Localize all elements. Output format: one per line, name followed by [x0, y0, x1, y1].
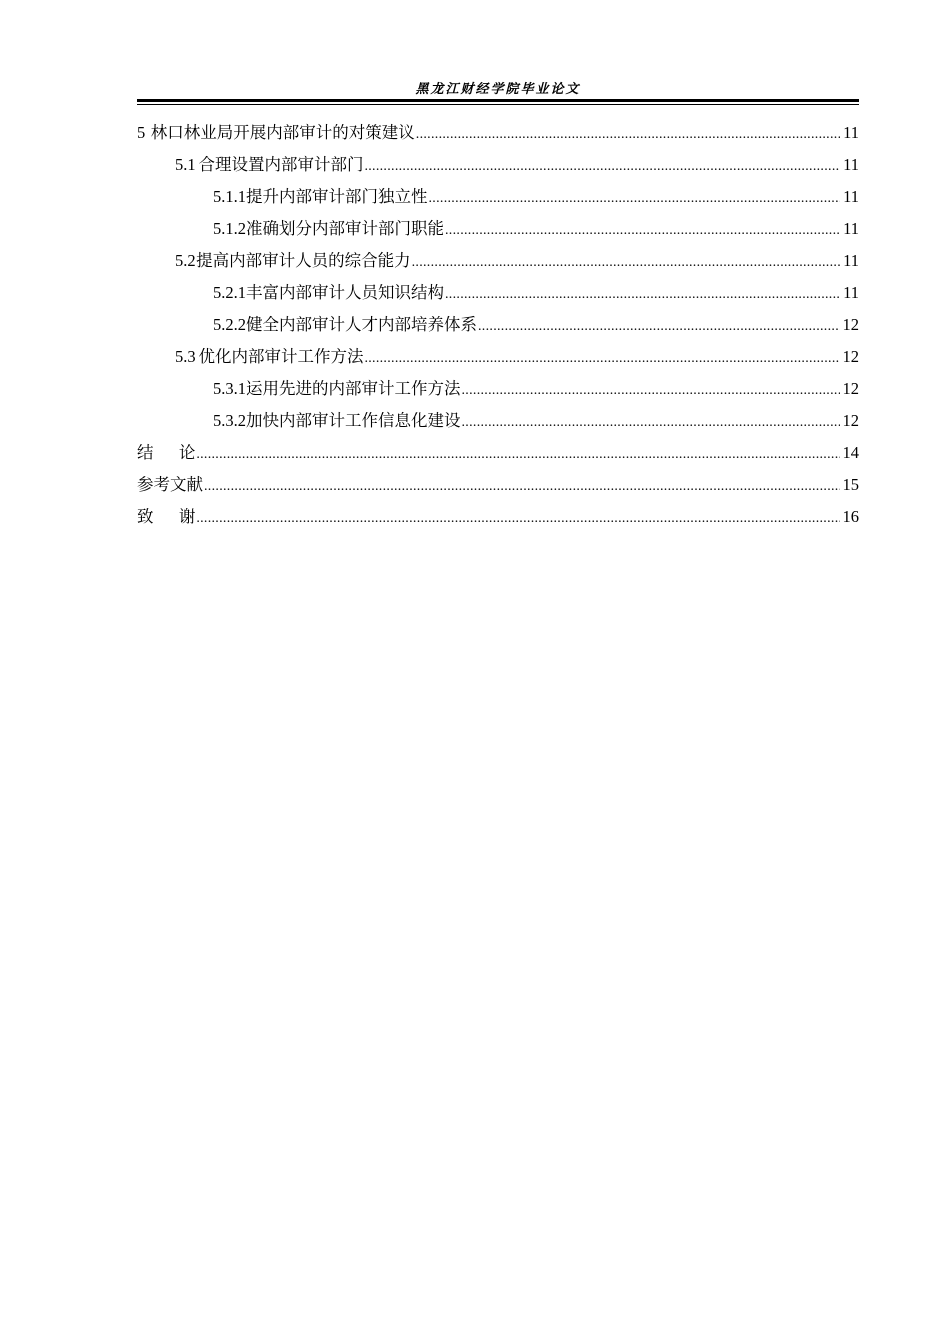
- toc-entry-5-1-2[interactable]: [137, 213, 859, 245]
- toc-entry-label: 运用先进的内部审计工作方法: [246, 379, 461, 398]
- toc-entry-label: 合理设置内部审计部门: [198, 155, 364, 174]
- toc-entry-label: 准确划分内部审计部门职能: [246, 219, 444, 238]
- toc-entry-number: 5.3: [175, 347, 196, 366]
- toc-page-number: 11: [843, 283, 859, 302]
- header-rule-thick: [137, 99, 859, 102]
- toc-entry-number: 5: [137, 123, 146, 142]
- toc-entry-5-2[interactable]: [137, 245, 859, 277]
- toc-page-number: 12: [842, 411, 859, 430]
- toc-entry-number: 5.3.2: [213, 411, 246, 430]
- toc-entry-conclusion[interactable]: [137, 437, 859, 469]
- toc-dot-leader: [364, 151, 840, 183]
- running-header-title: 黑龙江财经学院毕业论文: [415, 82, 581, 97]
- toc-entry-label: 提高内部审计人员的综合能力: [196, 251, 411, 270]
- toc-dot-leader: [429, 183, 841, 215]
- toc-entry-number: 5.1: [175, 155, 196, 174]
- toc-page-number: 14: [842, 443, 859, 462]
- toc-entry-number: 5.1.2: [213, 219, 246, 238]
- toc-entry-5-3[interactable]: [137, 341, 859, 373]
- toc-dot-leader: [416, 119, 840, 151]
- toc-page-number: 11: [843, 251, 859, 270]
- toc-entry-label-second-char: 谢: [178, 507, 196, 526]
- toc-page-number: 12: [842, 315, 859, 334]
- toc-dot-leader: [462, 375, 841, 407]
- toc-dot-leader: [364, 343, 840, 375]
- toc-entry-number: 5.2: [175, 251, 196, 270]
- toc-entry-label: 提升内部审计部门独立性: [246, 187, 428, 206]
- toc-entry-label: 参考文献: [137, 475, 203, 494]
- toc-page-number: 12: [842, 347, 859, 366]
- toc-entry-number: 5.3.1: [213, 379, 246, 398]
- toc-entry-references[interactable]: [137, 469, 859, 501]
- table-of-contents: [137, 117, 859, 533]
- toc-dot-leader: [462, 407, 841, 439]
- toc-dot-leader: [478, 311, 840, 343]
- toc-entry-number: 5.2.2: [213, 315, 246, 334]
- toc-entry-5-3-2[interactable]: [137, 405, 859, 437]
- toc-dot-leader: [445, 279, 840, 311]
- toc-page-number: 16: [842, 507, 859, 526]
- toc-dot-leader: [445, 215, 840, 247]
- toc-entry-label-second-char: 论: [178, 443, 196, 462]
- toc-entry-label: 健全内部审计人才内部培养体系: [246, 315, 477, 334]
- toc-entry-label: 林口林业局开展内部审计的对策建议: [150, 123, 415, 142]
- toc-entry-number: 5.1.1: [213, 187, 246, 206]
- toc-page-number: 11: [843, 187, 859, 206]
- toc-entry-label: 加快内部审计工作信息化建设: [246, 411, 461, 430]
- header-rule-thin: [137, 104, 859, 105]
- toc-entry-5-2-1[interactable]: [137, 277, 859, 309]
- toc-entry-5-2-2[interactable]: [137, 309, 859, 341]
- toc-page-number: 15: [842, 475, 859, 494]
- toc-entry-5-1[interactable]: [137, 149, 859, 181]
- toc-entry-label-first-char: 结: [137, 443, 154, 462]
- toc-entry-5-1-1[interactable]: [137, 181, 859, 213]
- toc-entry-label: 优化内部审计工作方法: [198, 347, 364, 366]
- toc-dot-leader: [204, 471, 840, 503]
- toc-dot-leader: [412, 247, 840, 279]
- toc-entry-5[interactable]: [137, 117, 859, 149]
- toc-entry-label-first-char: 致: [137, 507, 154, 526]
- toc-entry-acknowledgements[interactable]: [137, 501, 859, 533]
- toc-page-number: 12: [842, 379, 859, 398]
- toc-page-number: 11: [843, 219, 859, 238]
- toc-dot-leader: [196, 503, 840, 535]
- toc-entry-label: 丰富内部审计人员知识结构: [246, 283, 444, 302]
- toc-dot-leader: [196, 439, 840, 471]
- toc-entry-number: 5.2.1: [213, 283, 246, 302]
- toc-page-number: 11: [843, 155, 859, 174]
- toc-entry-5-3-1[interactable]: [137, 373, 859, 405]
- toc-page-number: 11: [843, 123, 859, 142]
